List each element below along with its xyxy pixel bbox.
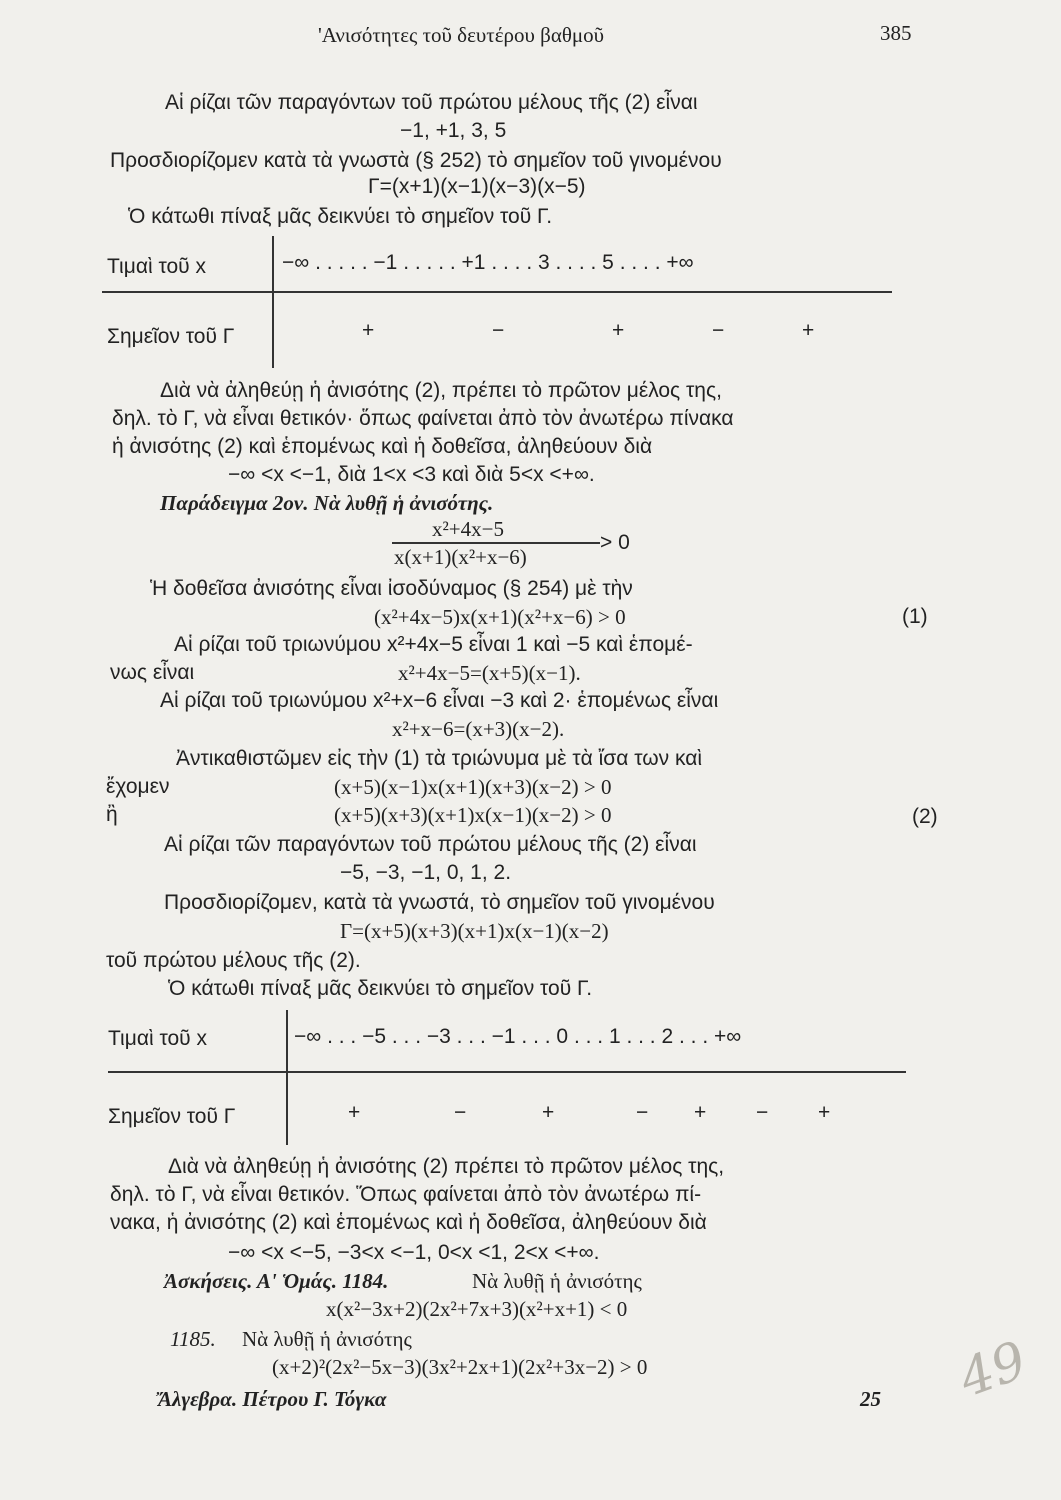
table2-sign-1: + xyxy=(348,1101,361,1124)
footer-book-title: Ἄλγεβρα. Πέτρου Γ. Τόγκα xyxy=(158,1387,387,1411)
exercise-1185-text: Νὰ λυθῇ ἡ ἀνισότης xyxy=(242,1327,412,1351)
roots-values-1: −1, +1, 3, 5 xyxy=(400,119,507,142)
exercise-1184-expression: x(x²−3x+2)(2x²+7x+3)(x²+x+1) < 0 xyxy=(326,1297,628,1321)
exercise-1184-text: Νὰ λυθῇ ἡ ἀνισότης xyxy=(472,1269,642,1293)
or-label: ἢ xyxy=(106,803,118,826)
conclusion-1-line2: δηλ. τὸ Γ, νὰ εἶναι θετικόν· ὅπως φαίνεται ἀπὸ τὸν ἀνωτέρω πίνακα xyxy=(112,407,734,430)
table1-column-rule xyxy=(272,236,274,368)
roots-trinomial-1a: Αἱ ρίζαι τοῦ τριωνύμου x²+4x−5 εἶναι 1 καὶ −5 καὶ ἑπομέ- xyxy=(174,633,693,656)
inequality-1-number: (1) xyxy=(902,605,928,628)
have-expression: (x+5)(x−1)x(x+1)(x+3)(x−2) > 0 xyxy=(334,775,612,799)
table2-sign-3: + xyxy=(542,1101,555,1124)
table1-sign-1: + xyxy=(362,319,375,342)
roots-intro-2: Αἱ ρίζαι τῶν παραγόντων τοῦ πρώτου μέλους τῆς (2) εἶναι xyxy=(164,833,697,856)
table1-row2-label: Σημεῖον τοῦ Γ xyxy=(107,325,235,348)
roots-trinomial-1b: νως εἶναι xyxy=(110,661,195,684)
determine-2: Προσδιορίζομεν, κατὰ τὰ γνωστά, τὸ σημεῖον τοῦ γινομένου xyxy=(164,891,715,914)
footer-signature-number: 25 xyxy=(860,1387,881,1411)
fraction-numerator: x²+4x−5 xyxy=(432,517,504,541)
table-intro-1: Ὁ κάτωθι πίναξ μᾶς δεικνύει τὸ σημεῖον τοῦ Γ. xyxy=(128,205,553,228)
pencil-margin-note: 49 xyxy=(951,1330,1035,1410)
table-intro-2: Ὁ κάτωθι πίναξ μᾶς δεικνύει τὸ σημεῖον τοῦ Γ. xyxy=(168,977,593,1000)
table2-sign-4: − xyxy=(636,1101,649,1124)
determine-1: Προσδιορίζομεν κατὰ τὰ γνωστὰ (§ 252) τὸ σημεῖον τοῦ γινομένου xyxy=(110,149,722,172)
table1-sign-4: − xyxy=(712,319,725,342)
table2-row2-label: Σημεῖον τοῦ Γ xyxy=(108,1105,236,1128)
product-1: Γ=(x+1)(x−1)(x−3)(x−5) xyxy=(368,175,586,198)
equivalent-text: Ἡ δοθεῖσα ἀνισότης εἶναι ἰσοδύναμος (§ 254) μὲ τὴν xyxy=(150,577,633,600)
table2-row1-label: Τιμαὶ τοῦ x xyxy=(108,1027,207,1050)
conclusion-1-line3: ἡ ἀνισότης (2) καὶ ἑπομένως καὶ ἡ δοθεῖσα, ἀληθεύουν διὰ xyxy=(112,435,653,458)
conclusion-2-line3: νακα, ἡ ἀνισότης (2) καὶ ἑπομένως καὶ ἡ δοθεῖσα, ἀληθεύουν διὰ xyxy=(110,1211,707,1234)
conclusion-2-line2: δηλ. τὸ Γ, νὰ εἶναι θετικόν. Ὅπως φαίνεται ἀπὸ τὸν ἀνωτέρω πί- xyxy=(110,1183,702,1206)
table2-row1-values: −∞ . . . −5 . . . −3 . . . −1 . . . 0 . . . 1 . . . 2 . . . +∞ xyxy=(294,1025,742,1048)
of-first-member: τοῦ πρώτου μέλους τῆς (2). xyxy=(106,949,361,972)
have-label: ἔχομεν xyxy=(106,775,170,798)
conclusion-1-line1: Διὰ νὰ ἀληθεύῃ ἡ ἀνισότης (2), πρέπει τὸ πρῶτον μέλος της, xyxy=(160,379,722,402)
exercises-heading: Ἀσκήσεις. Α' Ὁμάς. 1184. xyxy=(164,1269,389,1293)
or-expression-number: (2) xyxy=(912,805,938,828)
running-header: 'Ανισότητες τοῦ δευτέρου βαθμοῦ xyxy=(318,23,605,47)
table1-sign-3: + xyxy=(612,319,625,342)
example2-heading: Παράδειγμα 2ον. Νὰ λυθῇ ἡ ἀνισότης. xyxy=(160,491,494,515)
table2-sign-7: + xyxy=(818,1101,831,1124)
fraction-relation: > 0 xyxy=(600,531,630,554)
page-number: 385 xyxy=(880,21,912,45)
table2-column-rule xyxy=(286,1010,288,1145)
roots-values-2: −5, −3, −1, 0, 1, 2. xyxy=(340,861,512,884)
roots-trinomial-2: Αἱ ρίζαι τοῦ τριωνύμου x²+x−6 εἶναι −3 καὶ 2· ἑπομένως εἶναι xyxy=(160,689,719,712)
substitute-text: Ἀντικαθιστῶμεν εἰς τὴν (1) τὰ τριώνυμα μὲ τὰ ἴσα των καὶ xyxy=(176,747,703,770)
table1-row1-label: Τιμαὶ τοῦ x xyxy=(107,255,206,278)
inequality-1: (x²+4x−5)x(x+1)(x²+x−6) > 0 xyxy=(374,605,626,629)
exercise-1185-number: 1185. xyxy=(170,1327,216,1351)
roots-intro-1: Αἱ ρίζαι τῶν παραγόντων τοῦ πρώτου μέλους τῆς (2) εἶναι xyxy=(165,91,698,114)
table1-sign-5: + xyxy=(802,319,815,342)
table1-divider xyxy=(102,291,892,293)
exercise-1185-expression: (x+2)²(2x²−5x−3)(3x²+2x+1)(2x²+3x−2) > 0 xyxy=(272,1355,648,1379)
table1-sign-2: − xyxy=(492,319,505,342)
factorization-1: x²+4x−5=(x+5)(x−1). xyxy=(398,661,581,685)
table2-sign-2: − xyxy=(454,1101,467,1124)
or-expression: (x+5)(x+3)(x+1)x(x−1)(x−2) > 0 xyxy=(334,803,612,827)
factorization-2: x²+x−6=(x+3)(x−2). xyxy=(392,717,565,741)
table2-divider xyxy=(108,1071,906,1073)
table2-sign-5: + xyxy=(694,1101,707,1124)
solution-1: −∞ <x <−1, διὰ 1<x <3 καὶ διὰ 5<x <+∞. xyxy=(228,463,595,486)
table1-row1-values: −∞ . . . . . −1 . . . . . +1 . . . . 3 . . . . 5 . . . . +∞ xyxy=(282,251,694,274)
fraction-denominator: x(x+1)(x²+x−6) xyxy=(394,545,527,569)
solution-2: −∞ <x <−5, −3<x <−1, 0<x <1, 2<x <+∞. xyxy=(228,1241,600,1264)
conclusion-2-line1: Διὰ νὰ ἀληθεύῃ ἡ ἀνισότης (2) πρέπει τὸ πρῶτον μέλος της, xyxy=(168,1155,725,1178)
table2-sign-6: − xyxy=(756,1101,769,1124)
product-2: Γ=(x+5)(x+3)(x+1)x(x−1)(x−2) xyxy=(340,919,609,943)
